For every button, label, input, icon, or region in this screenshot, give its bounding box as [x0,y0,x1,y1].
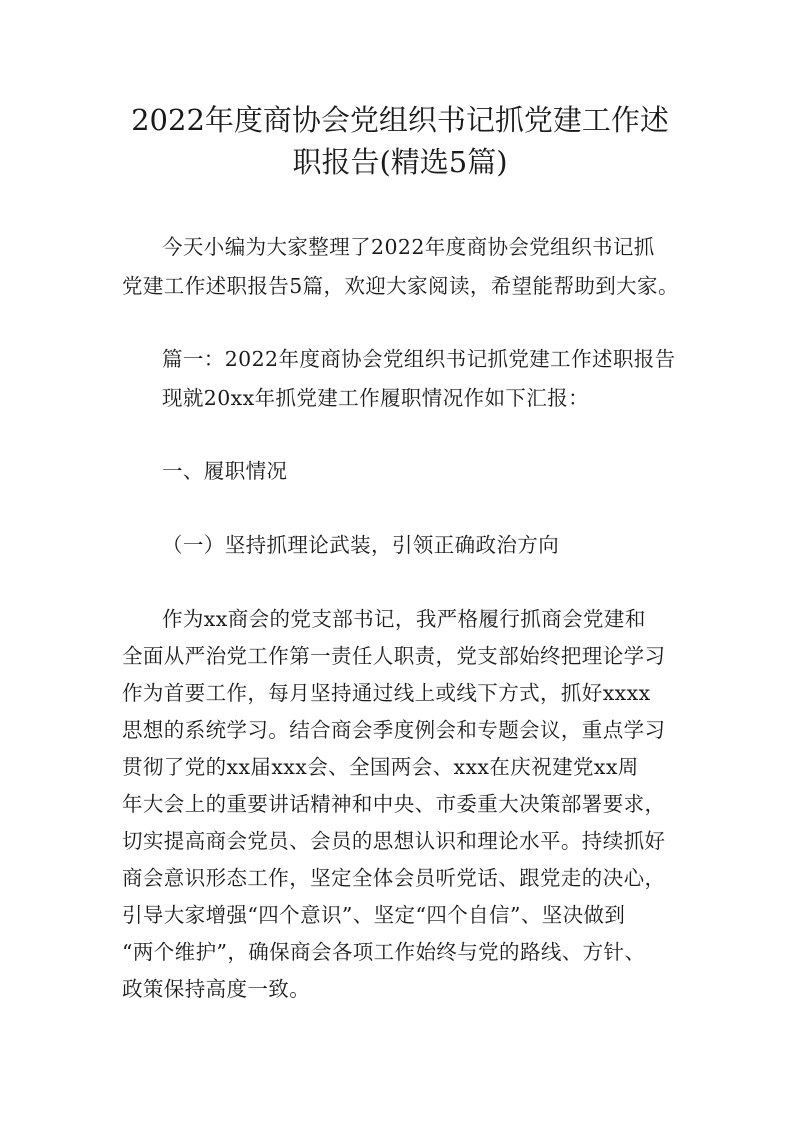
intro-line-2: 党建工作述职报告5篇，欢迎大家阅读，希望能帮助到大家。 [122,274,679,298]
heading-level-2: （一）坚持抓理论武装，引领正确政治方向 [162,533,560,557]
body-line: 作为首要工作，每月坚持通过线上或线下方式，抓好xxxx [122,681,651,705]
body-line: 贯彻了党的xx届xxx会、全国两会、xxx在庆祝建党xx周 [122,755,639,779]
body-line: “两个维护”，确保商会各项工作始终与党的路线、方针、 [122,940,646,964]
heading-level-1: 一、履职情况 [162,459,288,483]
intro-line-1: 今天小编为大家整理了2022年度商协会党组织书记抓 [162,235,655,259]
body-line: 思想的系统学习。结合商会季度例会和专题会议，重点学习 [122,718,666,742]
body-line: 作为xx商会的党支部书记，我严格履行抓商会党建和 [162,607,646,631]
document-title-line-1: 2022年度商协会党组织书记抓党建工作述 [131,103,669,137]
body-line: 年大会上的重要讲话精神和中央、市委重大决策部署要求， [122,792,666,816]
body-line: 切实提高商会党员、会员的思想认识和理论水平。持续抓好 [122,829,666,853]
document-title-line-2: 职报告(精选5篇) [292,145,508,179]
body-line: 政策保持高度一致。 [122,977,311,1001]
body-line: 商会意识形态工作，坚定全体会员听党话、跟党走的决心， [122,866,666,890]
body-line: 全面从严治党工作第一责任人职责，党支部始终把理论学习 [122,644,666,668]
section-subtitle: 现就20xx年抓党建工作履职情况作如下汇报： [162,386,590,410]
body-line: 引导大家增强“四个意识”、坚定“四个自信”、坚决做到 [122,903,626,927]
section-header: 篇一：2022年度商协会党组织书记抓党建工作述职报告 [162,347,676,371]
